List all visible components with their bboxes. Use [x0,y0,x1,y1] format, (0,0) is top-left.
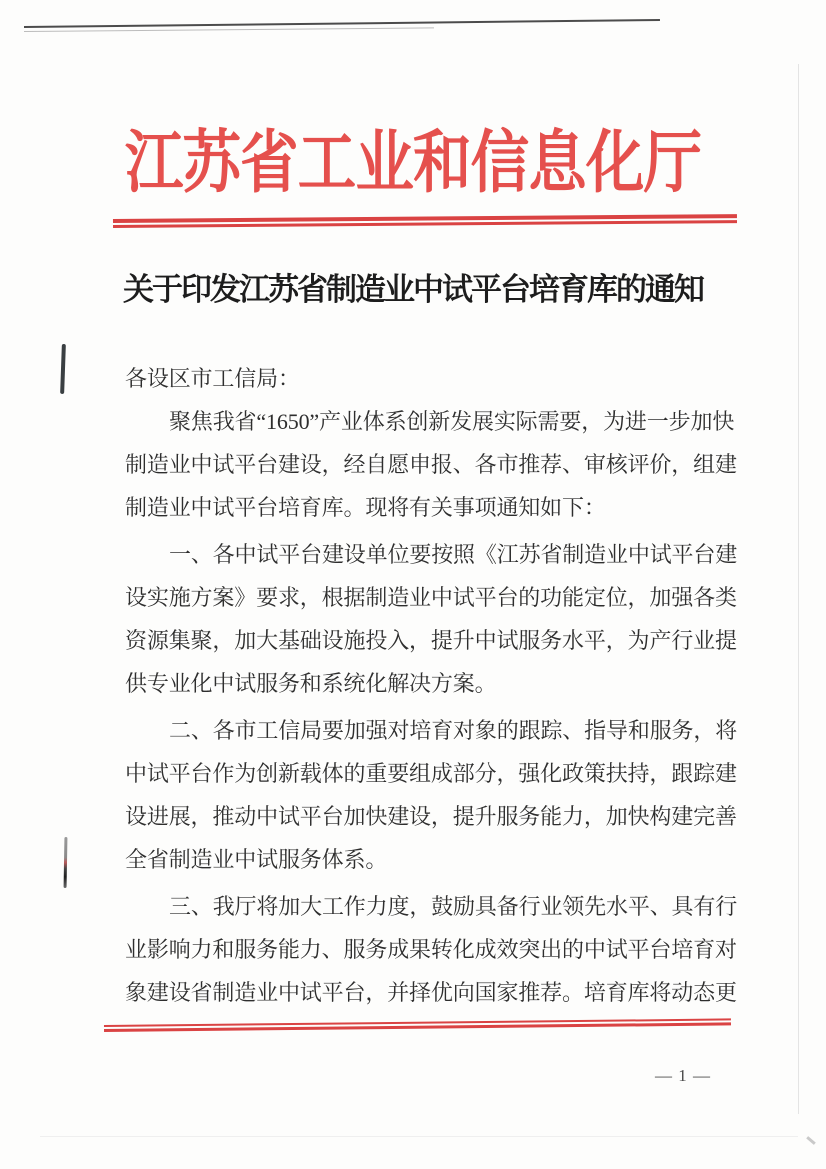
text-line: 制造业中试平台培育库。现将有关事项通知如下： [125,495,606,520]
text-line: 供专业化中试服务和系统化解决方案。 [125,671,497,696]
text-line: 设实施方案》要求，根据制造业中试平台的功能定位，加强各类 [125,585,737,610]
page-number: — 1 — [655,1066,711,1085]
text-line: 制造业中试平台建设，经自愿申报、各市推荐、审核评价，组建 [125,452,737,477]
footer-double-rule [104,1018,731,1032]
document-title: 关于印发江苏省制造业中试平台培育库的通知 [123,272,703,307]
scan-page-edge [40,1136,798,1137]
text-line: 资源集聚，加大基础设施投入，提升中试服务水平，为产行业提 [125,628,737,653]
paragraph [125,400,749,529]
scan-edge-line-icon [24,27,434,32]
text-line: 设进展，推动中试平台加快建设，提升服务能力，加快构建完善 [125,804,737,829]
paragraph [125,533,749,705]
scan-corner-mark [806,1136,816,1145]
text-line: 一、各中试平台建设单位要按照《江苏省制造业中试平台建 [169,542,738,567]
scan-page-edge [798,64,799,1114]
paragraph [125,885,749,1014]
text-line: 业影响力和服务能力、服务成果转化成效突出的中试平台培育对 [125,937,737,962]
text-line: 各设区市工信局： [125,366,300,391]
text-line: 二、各市工信局要加强对培育对象的跟踪、指导和服务，将 [169,718,738,743]
agency-letterhead: 江苏省工业和信息化厅 [124,125,702,201]
body-paragraphs [125,357,749,1014]
text-line: 全省制造业中试服务体系。 [125,847,388,872]
header-double-rule [113,214,737,228]
text-line: 中试平台作为创新载体的重要组成部分，强化政策扶持，跟踪建 [125,761,737,786]
text-line: 象建设省制造业中试平台，并择优向国家推荐。培育库将动态更 [125,980,737,1005]
binding-mark [60,344,66,394]
paragraph [125,709,749,881]
text-line: 聚焦我省“1650”产业体系创新发展实际需要，为进一步加快 [169,409,735,434]
scan-edge-line-icon [24,19,660,28]
text-line: 三、我厅将加大工作力度，鼓励具备行业领先水平、具有行 [169,894,738,919]
paragraph [125,357,749,400]
binding-mark [64,837,68,888]
